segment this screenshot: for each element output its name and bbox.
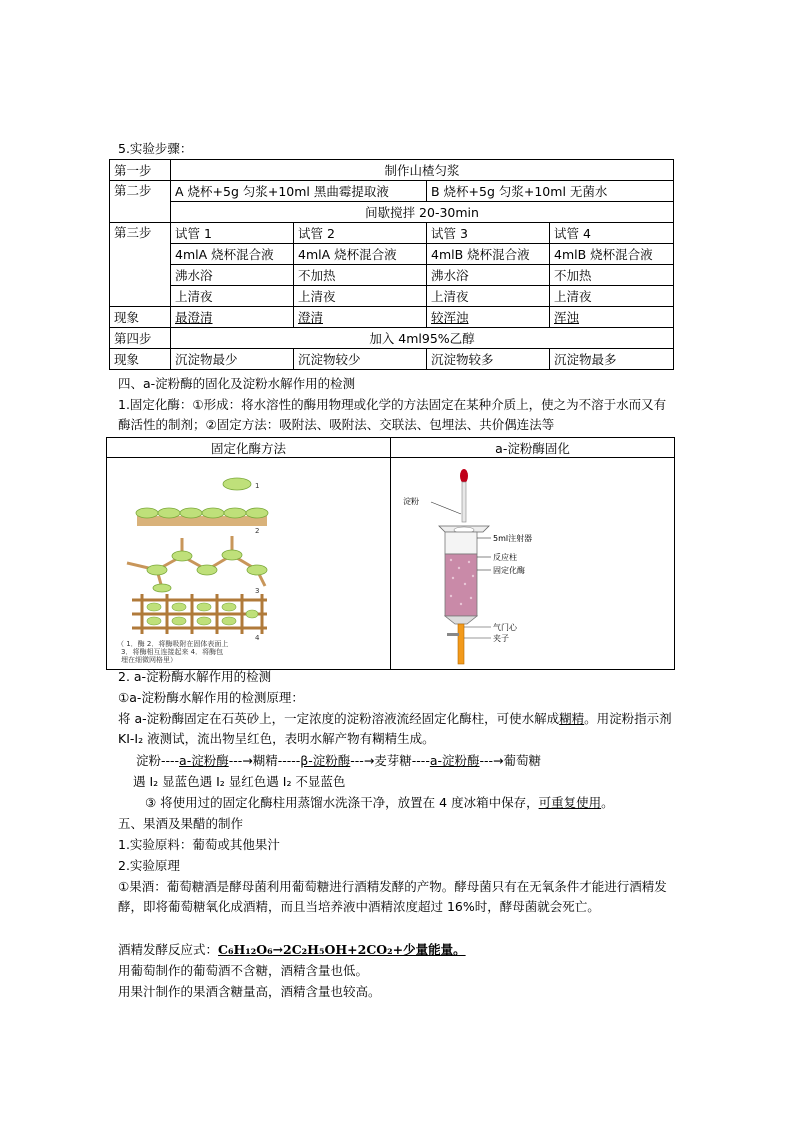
- table-cell: 4mlB 烧杯混合液: [427, 244, 550, 265]
- immobilized-enzyme-paragraph: 1.固定化酶：①形成：将水溶性的酶用物理或化学的方法固定在某种介质上，使之为不溶于水而又有酶活性的制剂；②固定方法：吸附法、吸附法、交联法、包埋法、共价偶连法等: [118, 397, 667, 432]
- row-label: 第四步: [110, 328, 171, 349]
- dropper-bulb: [460, 469, 468, 483]
- table-row: [110, 181, 674, 202]
- figure-number: 4: [255, 634, 260, 642]
- chain-text: ---→糊精-----: [228, 753, 301, 768]
- experiment-steps-table: [109, 159, 674, 370]
- table-cell: [294, 307, 427, 328]
- table-cell: 不加热: [550, 265, 674, 286]
- table-cell: 试管 2: [294, 223, 427, 244]
- table-cell: 试管 3: [427, 223, 550, 244]
- grape-wine-line: 用葡萄制作的葡萄酒不含糖，酒精含量也低。: [118, 963, 369, 978]
- table-row: [110, 223, 674, 244]
- row-label: 第一步: [110, 160, 171, 181]
- figure-header-right: a-淀粉酶固化: [391, 438, 675, 458]
- table-cell: 制作山楂匀浆: [171, 160, 674, 181]
- principle-paragraph: [118, 709, 678, 749]
- chain-text: 淀粉----: [136, 753, 180, 768]
- table-cell: 上清夜: [427, 286, 550, 307]
- section-5-title: 5.实验步骤：: [118, 141, 193, 156]
- table-cell: 试管 4: [550, 223, 674, 244]
- hydrolysis-detection-title: 2. a-淀粉酶水解作用的检测: [118, 669, 272, 684]
- chain-text: ---→麦芽糖----: [350, 753, 430, 768]
- label-syringe: 5ml注射器: [493, 534, 533, 543]
- enzyme-name: β-淀粉酶: [300, 753, 351, 768]
- crosslink-bonds: [127, 536, 265, 588]
- label-clamp: 夹子: [493, 634, 509, 643]
- label-immobilized-enzyme: 固定化酶: [493, 566, 525, 575]
- principle-title: ①a-淀粉酶水解作用的检测原理：: [118, 690, 304, 705]
- table-row: [110, 244, 674, 265]
- table-cell: 上清夜: [294, 286, 427, 307]
- outlet-tube: [458, 624, 464, 664]
- table-row: [107, 438, 675, 458]
- crosslinked-enzymes: [147, 550, 267, 592]
- table-row: [110, 160, 674, 181]
- enzyme-column-illustration: [391, 458, 675, 666]
- section-4-title: 四、a-淀粉酶的固化及淀粉水解作用的检测: [118, 376, 356, 391]
- figure-header-left: 固定化酶方法: [107, 438, 391, 458]
- phenomenon-value: 较浑浊: [431, 310, 469, 325]
- materials-line: 1.实验原料：葡萄或其他果汁: [118, 837, 280, 852]
- label-valve: 气门心: [493, 623, 517, 632]
- table-cell: [427, 307, 550, 328]
- table-cell: 4mlA 烧杯混合液: [171, 244, 294, 265]
- table-cell: 沸水浴: [427, 265, 550, 286]
- section-5b-title: 五、果酒及果醋的制作: [118, 816, 244, 831]
- table-cell: 沉淀物最少: [171, 349, 294, 370]
- figure-caption: （ 1．酶 2．将酶吸附在固体表面上: [117, 640, 229, 648]
- table-cell: 沸水浴: [171, 265, 294, 286]
- table-cell: 加入 4ml95%乙醇: [171, 328, 674, 349]
- juice-wine-line: 用果汁制作的果酒含糖量高，酒精含量也较高。: [118, 984, 381, 999]
- table-cell: 沉淀物较少: [294, 349, 427, 370]
- table-cell: 间歇搅拌 20-30min: [171, 202, 674, 223]
- figure-caption: 埋在细微网格里）: [121, 656, 177, 664]
- reaction-label: 酒精发酵反应式：: [118, 942, 219, 957]
- table-row: [110, 286, 674, 307]
- dropper-tube: [462, 482, 466, 522]
- table-row: [110, 265, 674, 286]
- reaction-formula: C₆H₁₂O₆→2C₂H₅OH+2CO₂+少量能量。: [218, 942, 466, 957]
- step-3-line: [145, 794, 614, 812]
- enzyme-shape: [223, 478, 251, 490]
- syringe-barrel: [445, 532, 477, 554]
- text-span: 将 a-淀粉酶固定在石英砂上，一定浓度的淀粉溶液流经固定化酶柱，可使水解成: [118, 711, 560, 726]
- hydrolysis-chain: [136, 752, 541, 770]
- wine-paragraph: ①果酒：葡萄糖酒是酵母菌利用葡萄糖进行酒精发酵的产物。酵母菌只有在无氧条件才能进行酒精发酵，即将葡萄糖氧化成酒精，而且当培养液中酒精浓度超过 16%时，酵母菌就会死亡。: [118, 879, 667, 914]
- table-row: [110, 349, 674, 370]
- table-cell: 上清夜: [171, 286, 294, 307]
- row-label: 现象: [110, 349, 171, 370]
- table-cell: 沉淀物最多: [550, 349, 674, 370]
- text-span: ③ 将使用过的固定化酶柱用蒸馏水洗涤干净，放置在 4 度冰箱中保存，: [145, 795, 539, 810]
- text-span: 。: [601, 795, 614, 810]
- table-cell: [171, 307, 294, 328]
- phenomenon-value: 浑浊: [554, 310, 580, 325]
- table-cell: 4mlA 烧杯混合液: [294, 244, 427, 265]
- immobilization-methods-cell: [107, 458, 391, 670]
- phenomenon-value: 澄清: [298, 310, 324, 325]
- table-row: [110, 328, 674, 349]
- row-label: 第二步: [110, 181, 171, 223]
- table-cell: B 烧杯+5g 匀浆+10ml 无菌水: [427, 181, 674, 202]
- text-span: 。用淀粉指示剂 KI-I₂ 液测试，流出物呈红色，表明水解产物有糊精生成。: [118, 711, 672, 746]
- enzyme-name: a-淀粉酶: [429, 753, 480, 768]
- table-row: [110, 202, 674, 223]
- row-label: 第三步: [110, 223, 171, 307]
- immobilization-methods-illustration: [107, 458, 391, 666]
- enzyme-name: a-淀粉酶: [179, 753, 229, 768]
- phenomenon-value: 最澄清: [175, 310, 213, 325]
- reaction-line: [118, 941, 466, 959]
- clamp: [447, 633, 459, 636]
- row-label: 现象: [110, 307, 171, 328]
- table-cell: 沉淀物较多: [427, 349, 550, 370]
- table-row: [110, 307, 674, 328]
- figure-number: 2: [255, 527, 260, 535]
- chain-text: ---→葡萄糖: [479, 753, 542, 768]
- reaction-column: [445, 554, 477, 616]
- figure-table: [106, 437, 675, 670]
- table-row: [107, 458, 675, 670]
- label-starch: 淀粉: [403, 497, 419, 506]
- table-cell: 4mlB 烧杯混合液: [550, 244, 674, 265]
- underlined-term: 糊精: [559, 711, 585, 726]
- figure-number: 3: [255, 587, 260, 595]
- solid-surface: [137, 516, 267, 526]
- principle-2-title: 2.实验原理: [118, 858, 180, 873]
- table-cell: 上清夜: [550, 286, 674, 307]
- figure-caption: 3．将酶相互连接起来 4．将酶包: [121, 648, 224, 656]
- underlined-term: 可重复使用: [538, 795, 602, 810]
- table-cell: A 烧杯+5g 匀浆+10ml 黑曲霉提取液: [171, 181, 427, 202]
- table-cell: 不加热: [294, 265, 427, 286]
- iodine-test-line: 遇 I₂ 显蓝色遇 I₂ 显红色遇 I₂ 不显蓝色: [133, 774, 346, 789]
- table-cell: 试管 1: [171, 223, 294, 244]
- figure-number: 1: [255, 482, 260, 490]
- enzyme-column-cell: [391, 458, 675, 670]
- label-column: 反应柱: [493, 553, 517, 562]
- table-cell: [550, 307, 674, 328]
